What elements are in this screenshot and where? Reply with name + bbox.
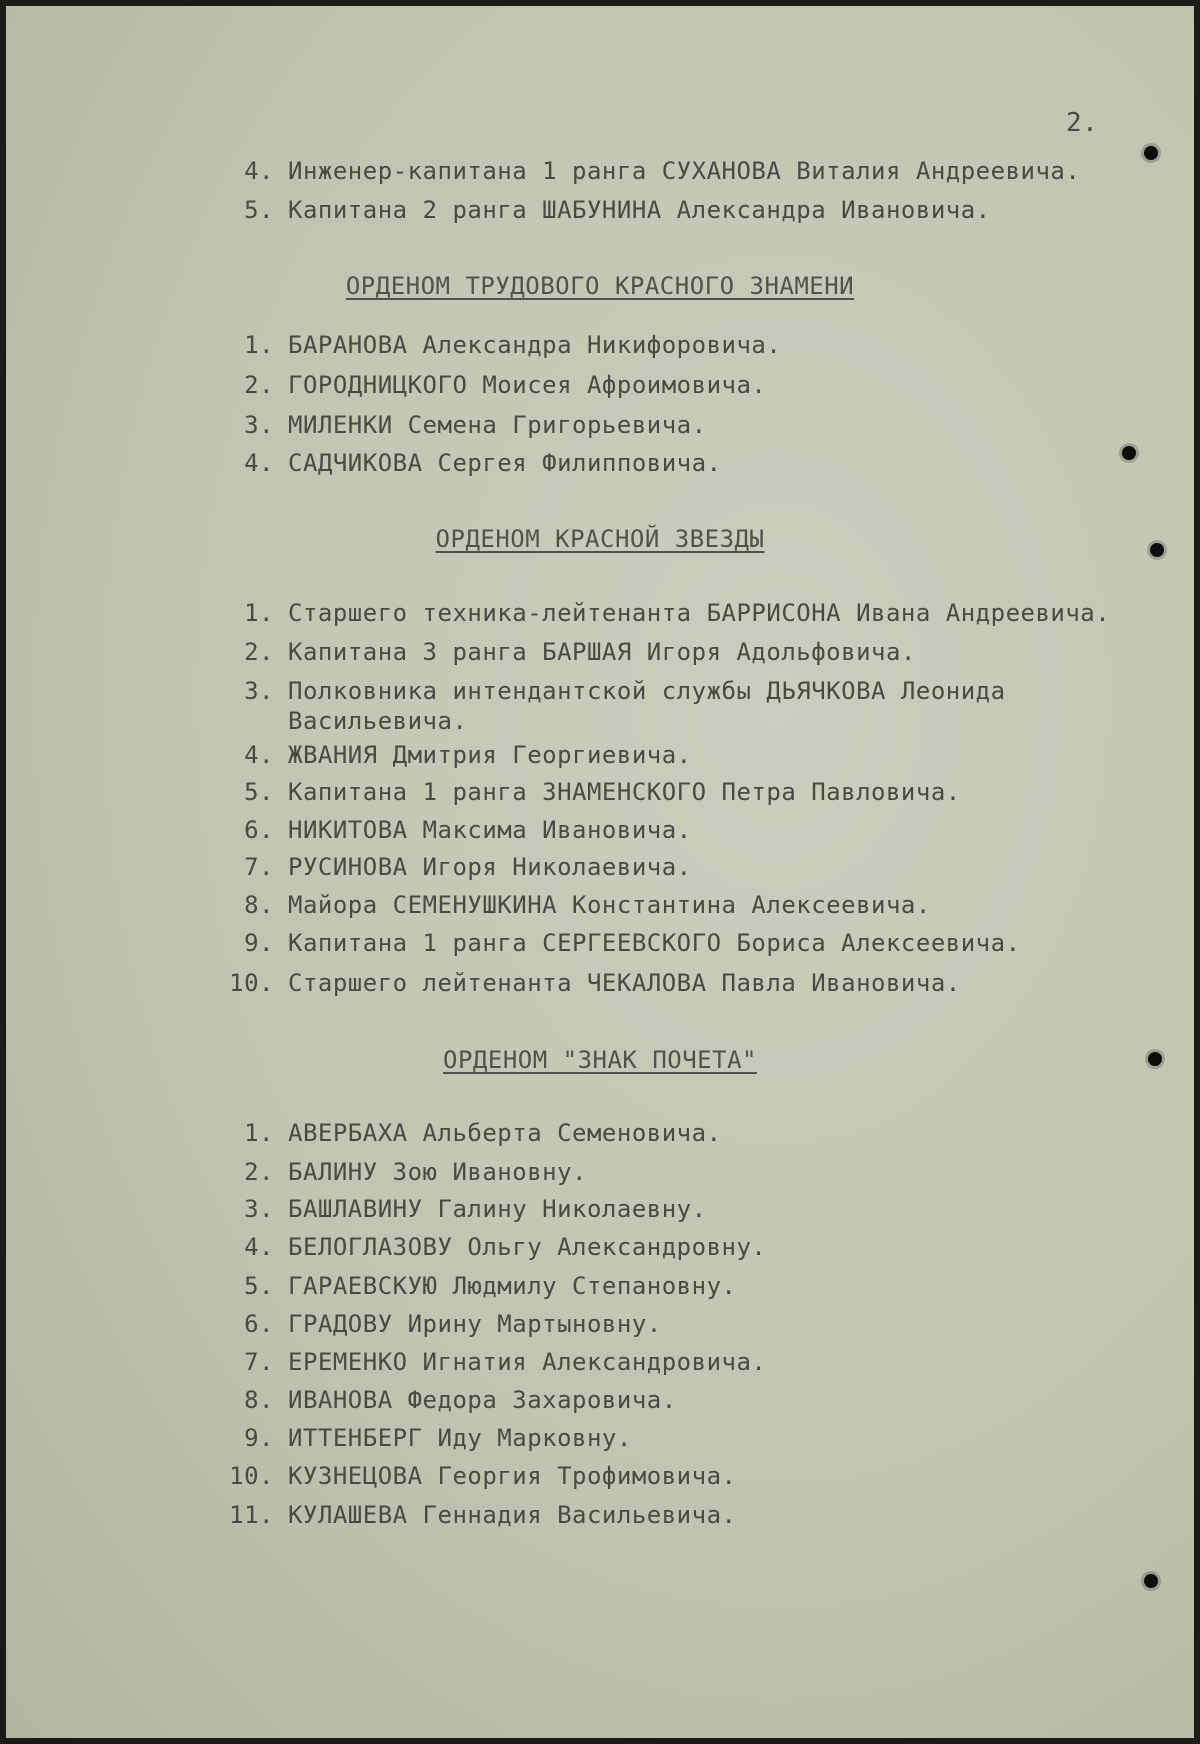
page-number: 2. [1066, 108, 1099, 138]
item-number: 1. [244, 331, 274, 359]
item-text: Капитана 3 ранга БАРШАЯ Игоря Адольфовича. [288, 638, 916, 666]
list-item [226, 330, 1146, 360]
list-item [226, 852, 1146, 882]
item-text: БЕЛОГЛАЗОВУ Ольгу Александровну. [288, 1233, 767, 1261]
item-text: БАРАНОВА Александра Никифоровича. [288, 331, 782, 359]
item-text: ГАРАЕВСКУЮ Людмилу Степановну. [288, 1272, 737, 1300]
item-number: 4. [244, 449, 274, 477]
item-text: ЕРЕМЕНКО Игнатия Александровича. [288, 1348, 767, 1376]
item-text: Старшего лейтенанта ЧЕКАЛОВА Павла Ивановича. [288, 969, 961, 997]
list-item [226, 928, 1146, 958]
item-number: 5. [244, 778, 274, 806]
item-text: ЖВАНИЯ Дмитрия Георгиевича. [288, 741, 692, 769]
document-sheet [6, 6, 1194, 1738]
section-heading-red-star: ОРДЕНОМ КРАСНОЙ ЗВЕЗДЫ [435, 525, 765, 553]
list-item [226, 410, 1146, 440]
item-number: 3. [244, 677, 274, 705]
item-number: 7. [244, 1348, 274, 1376]
item-text: МИЛЕНКИ Семена Григорьевича. [288, 411, 707, 439]
item-number: 4. [244, 1233, 274, 1261]
item-number: 2. [244, 1158, 274, 1186]
item-text: ИТТЕНБЕРГ Иду Марковну. [288, 1424, 632, 1452]
item-number: 1. [244, 599, 274, 627]
item-number: 4. [244, 741, 274, 769]
list-item [226, 598, 1146, 628]
list-item [226, 1157, 1146, 1187]
item-number: 3. [244, 1195, 274, 1223]
item-number: 7. [244, 853, 274, 881]
item-text: ИВАНОВА Федора Захаровича. [288, 1386, 677, 1414]
item-text: Старшего техника-лейтенанта БАРРИСОНА Ивана Андреевича. [288, 599, 1111, 627]
item-text: РУСИНОВА Игоря Николаевича. [288, 853, 692, 881]
item-number: 3. [244, 411, 274, 439]
list-item [226, 637, 1146, 667]
item-number: 1. [244, 1119, 274, 1147]
item-text: ГРАДОВУ Ирину Мартыновну. [288, 1310, 662, 1338]
item-text: ГОРОДНИЦКОГО Моисея Афроимовича. [288, 371, 767, 399]
list-item [226, 1500, 1146, 1530]
list-item [226, 1271, 1146, 1301]
item-text: Инженер-капитана 1 ранга СУХАНОВА Виталия Андреевича. [288, 157, 1081, 185]
list-item [226, 1423, 1146, 1453]
item-number: 8. [244, 1386, 274, 1414]
item-number: 5. [244, 1272, 274, 1300]
item-text: БАШЛАВИНУ Галину Николаевну. [288, 1195, 707, 1223]
typed-text [6, 6, 1194, 1738]
list-item [226, 890, 1146, 920]
item-number: 11. [229, 1501, 274, 1529]
list-item [226, 968, 1146, 998]
list-item [226, 1118, 1146, 1148]
list-item [226, 676, 1146, 736]
list-item [226, 1309, 1146, 1339]
list-item [226, 1232, 1146, 1262]
item-number: 9. [244, 1424, 274, 1452]
item-number: 4. [244, 157, 274, 185]
item-number: 8. [244, 891, 274, 919]
item-text: БАЛИНУ Зою Ивановну. [288, 1158, 587, 1186]
item-text: АВЕРБАХА Альберта Семеновича. [288, 1119, 722, 1147]
item-number: 5. [244, 196, 274, 224]
list-item [226, 370, 1146, 400]
list-item [226, 1461, 1146, 1491]
list-item [226, 1347, 1146, 1377]
list-item [226, 156, 1146, 186]
list-item [226, 448, 1146, 478]
item-number: 2. [244, 638, 274, 666]
item-text: НИКИТОВА Максима Ивановича. [288, 816, 692, 844]
item-text: Капитана 1 ранга ЗНАМЕНСКОГО Петра Павловича. [288, 778, 961, 806]
item-text: Майора СЕМЕНУШКИНА Константина Алексеевича. [288, 891, 931, 919]
item-number: 10. [229, 1462, 274, 1490]
list-item [226, 1194, 1146, 1224]
list-item [226, 195, 1146, 225]
list-item [226, 777, 1146, 807]
list-item [226, 740, 1146, 770]
item-text: Полковника интендантской службы ДЬЯЧКОВА Леонида Васильевича. [288, 677, 1006, 735]
item-number: 9. [244, 929, 274, 957]
item-number: 2. [244, 371, 274, 399]
item-text: КУЗНЕЦОВА Георгия Трофимовича. [288, 1462, 737, 1490]
item-text: САДЧИКОВА Сергея Филипповича. [288, 449, 722, 477]
section-heading-badge-of-honor: ОРДЕНОМ "ЗНАК ПОЧЕТА" [443, 1046, 757, 1074]
section-heading-labor-red-banner: ОРДЕНОМ ТРУДОВОГО КРАСНОГО ЗНАМЕНИ [345, 272, 855, 300]
item-text: Капитана 2 ранга ШАБУНИНА Александра Ивановича. [288, 196, 991, 224]
item-number: 10. [229, 969, 274, 997]
item-text: КУЛАШЕВА Геннадия Васильевича. [288, 1501, 737, 1529]
list-item [226, 1385, 1146, 1415]
list-item [226, 815, 1146, 845]
item-number: 6. [244, 1310, 274, 1338]
item-number: 6. [244, 816, 274, 844]
item-text: Капитана 1 ранга СЕРГЕЕВСКОГО Бориса Алексеевича. [288, 929, 1021, 957]
